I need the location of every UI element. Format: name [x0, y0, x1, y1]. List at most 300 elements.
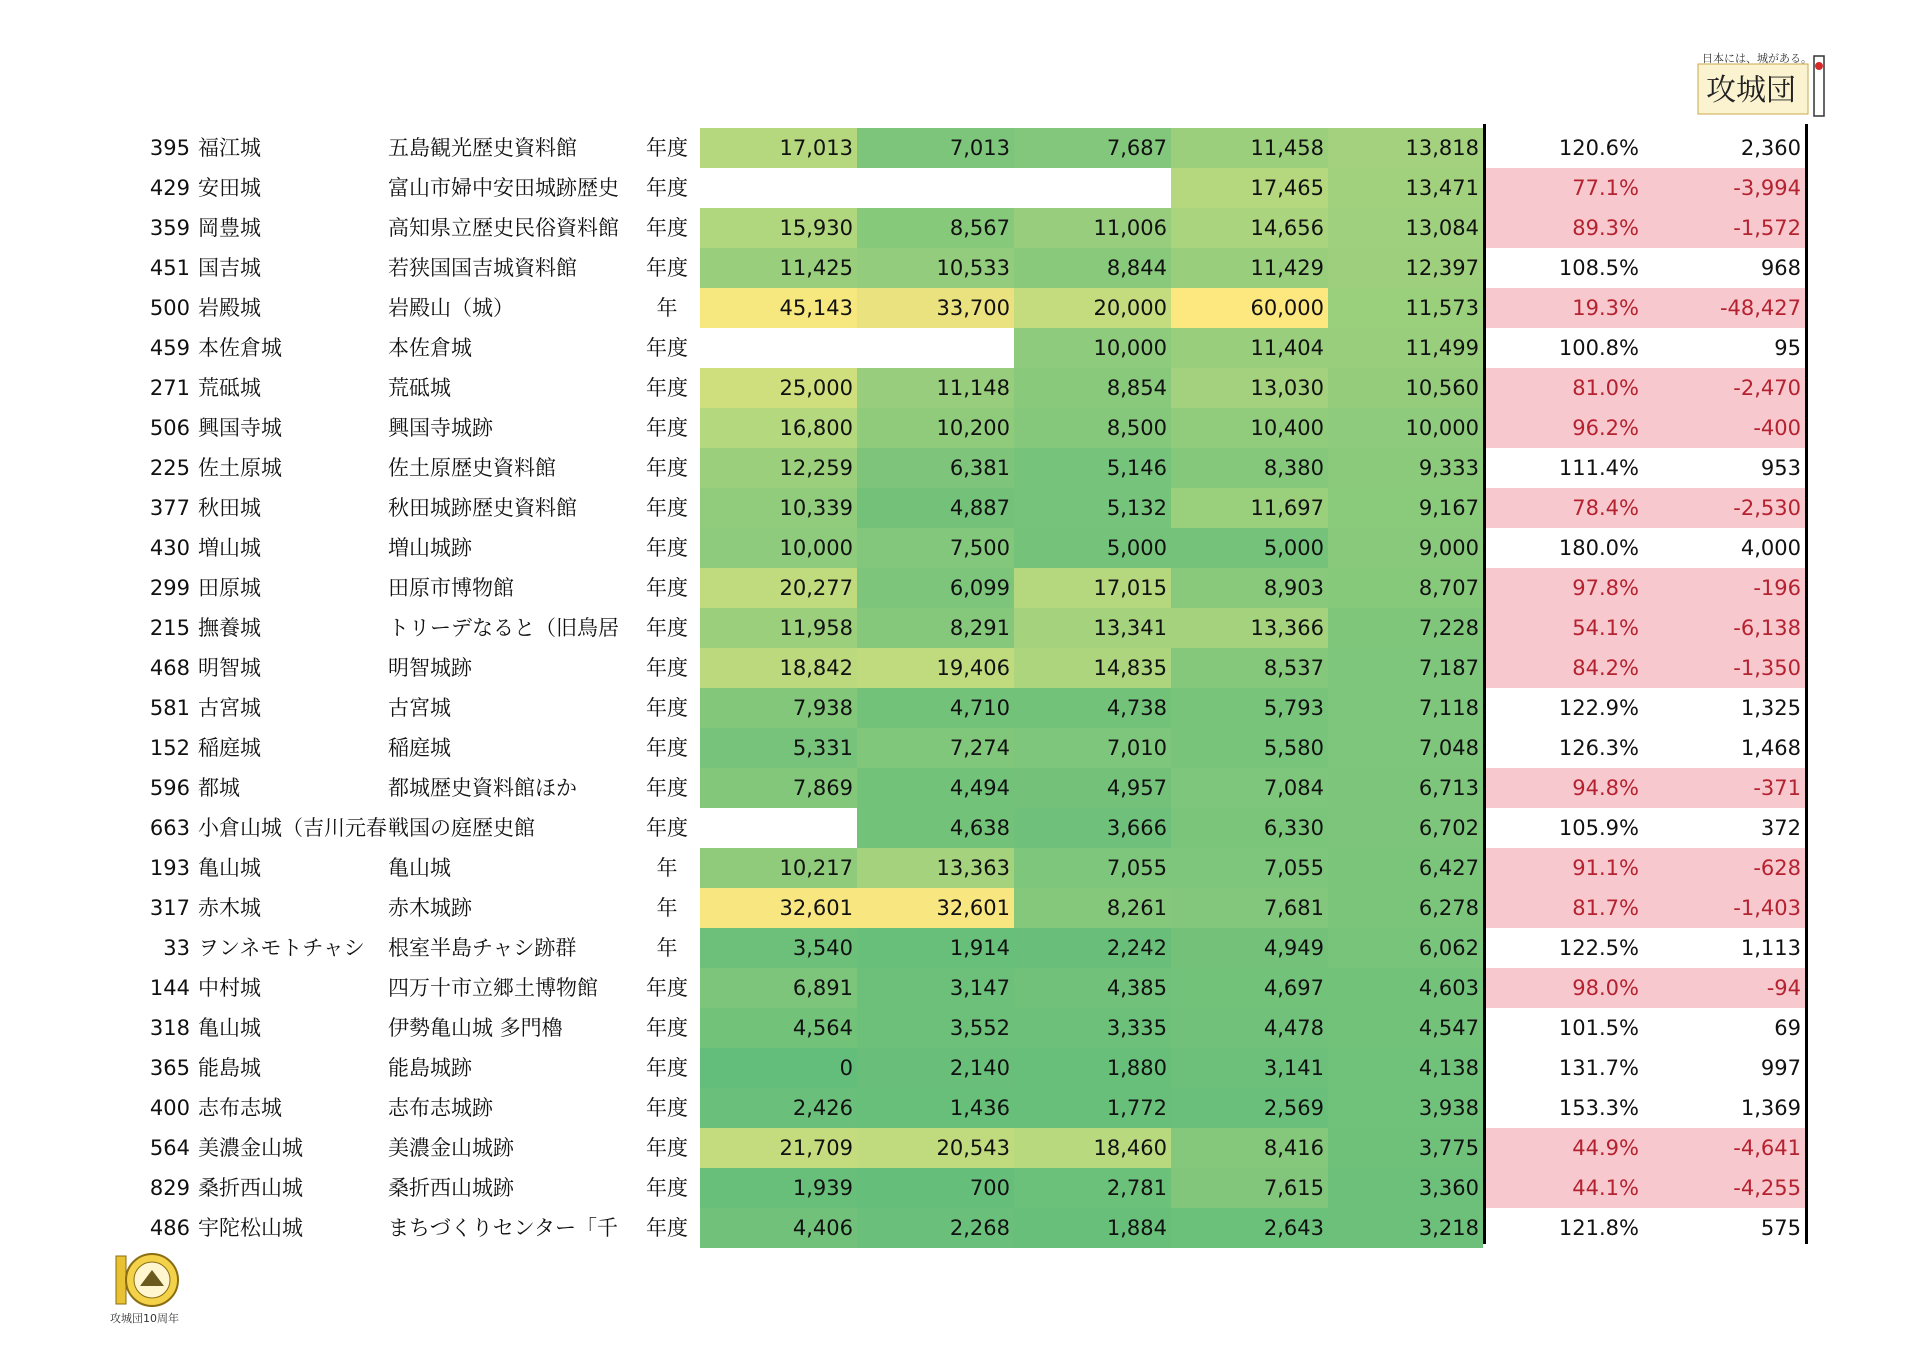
visitor-difference: -4,641 — [1653, 1128, 1805, 1168]
visitors-year-1: 12,259 — [700, 448, 857, 488]
visitors-year-5: 13,818 — [1328, 128, 1483, 168]
period-unit: 年度 — [646, 816, 688, 840]
castle-brand-icon — [1680, 50, 1828, 124]
table-row — [0, 888, 1920, 928]
visitors-year-5: 13,084 — [1328, 208, 1483, 248]
column-divider-right — [1805, 124, 1808, 1244]
table-row — [0, 408, 1920, 448]
period-unit: 年度 — [646, 976, 688, 1000]
visitors-year-2: 1,914 — [857, 928, 1014, 968]
visitors-year-4: 14,656 — [1171, 208, 1328, 248]
visitors-year-3: 13,341 — [1014, 608, 1171, 648]
visitors-year-5: 4,547 — [1328, 1008, 1483, 1048]
visitors-year-2: 3,147 — [857, 968, 1014, 1008]
visitors-year-3: 4,738 — [1014, 688, 1171, 728]
castle-name: 小倉山城（吉川元春 — [198, 816, 387, 840]
visitors-year-3: 11,006 — [1014, 208, 1171, 248]
visitors-year-2 — [857, 168, 1014, 208]
row-number: 152 — [149, 736, 190, 760]
table-row — [0, 768, 1920, 808]
period-unit: 年度 — [646, 216, 688, 240]
visitors-year-3: 10,000 — [1014, 328, 1171, 368]
visitors-year-2: 1,436 — [857, 1088, 1014, 1128]
visitors-year-1: 17,013 — [700, 128, 857, 168]
castle-name: 興国寺城 — [198, 416, 282, 440]
visitors-year-1: 11,425 — [700, 248, 857, 288]
visitors-year-3: 4,957 — [1014, 768, 1171, 808]
table-row — [0, 1168, 1920, 1208]
table-row — [0, 688, 1920, 728]
visitors-year-2: 4,710 — [857, 688, 1014, 728]
facility-name: 稲庭城 — [388, 736, 451, 760]
castle-name: 岡豊城 — [198, 216, 261, 240]
visitor-difference: -196 — [1653, 568, 1805, 608]
visitors-year-1: 4,406 — [700, 1208, 857, 1248]
visitors-year-3: 2,781 — [1014, 1168, 1171, 1208]
visitors-year-4: 5,000 — [1171, 528, 1328, 568]
table-row — [0, 328, 1920, 368]
period-unit: 年度 — [646, 1216, 688, 1240]
visitor-difference: 4,000 — [1740, 536, 1801, 560]
castle-name: 宇陀松山城 — [198, 1216, 303, 1240]
visitors-year-1: 11,958 — [700, 608, 857, 648]
castle-name: 福江城 — [198, 136, 261, 160]
visitor-difference: 1,468 — [1740, 736, 1801, 760]
period-unit: 年度 — [646, 416, 688, 440]
castle-name: 秋田城 — [198, 496, 261, 520]
period-unit: 年度 — [646, 536, 688, 560]
facility-name: 志布志城跡 — [388, 1096, 493, 1120]
growth-rate: 122.5% — [1558, 936, 1639, 960]
visitors-year-1: 32,601 — [700, 888, 857, 928]
row-number: 299 — [149, 576, 190, 600]
visitors-year-3: 2,242 — [1014, 928, 1171, 968]
castle-name: 志布志城 — [198, 1096, 282, 1120]
visitor-difference: 997 — [1760, 1056, 1801, 1080]
castle-name: 古宮城 — [198, 696, 261, 720]
row-number: 225 — [149, 456, 190, 480]
row-number: 430 — [149, 536, 190, 560]
visitors-year-1: 10,000 — [700, 528, 857, 568]
facility-name: 本佐倉城 — [388, 336, 472, 360]
visitors-year-5: 4,138 — [1328, 1048, 1483, 1088]
visitors-year-5: 9,000 — [1328, 528, 1483, 568]
period-unit: 年度 — [646, 1056, 688, 1080]
column-divider-left — [1483, 124, 1486, 1244]
visitors-year-3: 14,835 — [1014, 648, 1171, 688]
period-unit: 年度 — [646, 1016, 688, 1040]
growth-rate: 126.3% — [1558, 736, 1639, 760]
facility-name: 古宮城 — [388, 696, 451, 720]
logo-brand-text: 攻城団 — [1706, 73, 1796, 108]
visitors-year-5: 3,218 — [1328, 1208, 1483, 1248]
visitors-year-2: 6,099 — [857, 568, 1014, 608]
visitors-year-4: 7,681 — [1171, 888, 1328, 928]
visitor-difference: -3,994 — [1653, 168, 1805, 208]
visitors-year-1: 18,842 — [700, 648, 857, 688]
period-unit: 年度 — [646, 176, 688, 200]
visitors-year-2: 19,406 — [857, 648, 1014, 688]
visitors-year-5: 12,397 — [1328, 248, 1483, 288]
castle-name: 荒砥城 — [198, 376, 261, 400]
visitors-year-4: 11,697 — [1171, 488, 1328, 528]
row-number: 193 — [149, 856, 190, 880]
growth-rate: 131.7% — [1558, 1056, 1639, 1080]
castle-name: 本佐倉城 — [198, 336, 282, 360]
visitors-year-1 — [700, 808, 857, 848]
table-row — [0, 648, 1920, 688]
row-number: 829 — [149, 1176, 190, 1200]
growth-rate: 44.9% — [1486, 1128, 1653, 1168]
period-unit: 年 — [656, 856, 678, 880]
row-number: 451 — [149, 256, 190, 280]
facility-name: 赤木城跡 — [388, 896, 472, 920]
visitors-year-2 — [857, 328, 1014, 368]
visitors-year-5: 3,938 — [1328, 1088, 1483, 1128]
castle-name: 桑折西山城 — [198, 1176, 303, 1200]
period-unit: 年度 — [646, 736, 688, 760]
growth-rate: 96.2% — [1486, 408, 1653, 448]
visitors-year-5: 11,573 — [1328, 288, 1483, 328]
visitors-year-4: 4,697 — [1171, 968, 1328, 1008]
visitors-year-4: 13,030 — [1171, 368, 1328, 408]
visitors-year-3: 4,385 — [1014, 968, 1171, 1008]
visitors-year-3: 8,500 — [1014, 408, 1171, 448]
visitors-year-4: 11,458 — [1171, 128, 1328, 168]
row-number: 564 — [149, 1136, 190, 1160]
facility-name: 増山城跡 — [388, 536, 472, 560]
visitors-year-2: 6,381 — [857, 448, 1014, 488]
visitors-year-5: 7,118 — [1328, 688, 1483, 728]
visitors-year-1: 25,000 — [700, 368, 857, 408]
growth-rate: 100.8% — [1558, 336, 1639, 360]
period-unit: 年度 — [646, 136, 688, 160]
row-number: 365 — [149, 1056, 190, 1080]
visitors-year-5: 7,048 — [1328, 728, 1483, 768]
growth-rate: 77.1% — [1486, 168, 1653, 208]
growth-rate: 105.9% — [1558, 816, 1639, 840]
facility-name: 荒砥城 — [388, 376, 451, 400]
castle-name: 田原城 — [198, 576, 261, 600]
castle-name: 増山城 — [198, 536, 261, 560]
visitors-year-3: 8,261 — [1014, 888, 1171, 928]
visitors-year-3 — [1014, 168, 1171, 208]
period-unit: 年 — [656, 296, 678, 320]
visitors-year-3: 5,146 — [1014, 448, 1171, 488]
visitors-year-2: 3,552 — [857, 1008, 1014, 1048]
visitors-year-4: 2,643 — [1171, 1208, 1328, 1248]
anniversary-text: 攻城団10周年 — [110, 1312, 179, 1325]
visitors-year-2: 4,887 — [857, 488, 1014, 528]
visitors-year-2: 32,601 — [857, 888, 1014, 928]
visitors-year-1: 5,331 — [700, 728, 857, 768]
period-unit: 年 — [656, 936, 678, 960]
table-row — [0, 1008, 1920, 1048]
visitor-difference: -48,427 — [1653, 288, 1805, 328]
visitor-difference: 1,369 — [1740, 1096, 1801, 1120]
growth-rate: 94.8% — [1486, 768, 1653, 808]
visitor-difference: -1,350 — [1653, 648, 1805, 688]
facility-name: 五島観光歴史資料館 — [388, 136, 577, 160]
visitors-year-4: 8,380 — [1171, 448, 1328, 488]
facility-name: 伊勢亀山城 多門櫓 — [388, 1016, 563, 1040]
growth-rate: 91.1% — [1486, 848, 1653, 888]
visitors-year-1: 10,339 — [700, 488, 857, 528]
visitors-year-2: 4,638 — [857, 808, 1014, 848]
period-unit: 年度 — [646, 376, 688, 400]
row-number: 400 — [149, 1096, 190, 1120]
visitors-year-1 — [700, 168, 857, 208]
period-unit: 年度 — [646, 336, 688, 360]
visitors-year-4: 17,465 — [1171, 168, 1328, 208]
growth-rate: 84.2% — [1486, 648, 1653, 688]
row-number: 663 — [149, 816, 190, 840]
visitors-year-1: 6,891 — [700, 968, 857, 1008]
facility-name: 根室半島チャシ跡群 — [388, 936, 577, 960]
facility-name: 佐土原歴史資料館 — [388, 456, 556, 480]
visitors-year-3: 3,666 — [1014, 808, 1171, 848]
castle-name: 国吉城 — [198, 256, 261, 280]
visitors-year-4: 7,615 — [1171, 1168, 1328, 1208]
facility-name: 戦国の庭歴史館 — [388, 816, 535, 840]
table-row — [0, 1048, 1920, 1088]
visitor-difference: 69 — [1774, 1016, 1801, 1040]
visitor-difference: -628 — [1653, 848, 1805, 888]
visitor-difference: 1,113 — [1740, 936, 1801, 960]
visitors-year-4: 8,537 — [1171, 648, 1328, 688]
visitors-year-4: 11,404 — [1171, 328, 1328, 368]
castle-name: 美濃金山城 — [198, 1136, 303, 1160]
period-unit: 年度 — [646, 696, 688, 720]
period-unit: 年度 — [646, 1096, 688, 1120]
logo-tagline: 日本には、城がある。 — [1702, 53, 1812, 65]
visitors-year-5: 6,702 — [1328, 808, 1483, 848]
castle-name: 佐土原城 — [198, 456, 282, 480]
visitors-year-1: 10,217 — [700, 848, 857, 888]
table-row — [0, 848, 1920, 888]
visitor-difference: -94 — [1653, 968, 1805, 1008]
facility-name: 美濃金山城跡 — [388, 1136, 514, 1160]
visitors-year-4: 4,478 — [1171, 1008, 1328, 1048]
growth-rate: 44.1% — [1486, 1168, 1653, 1208]
table-row — [0, 728, 1920, 768]
visitors-year-5: 7,187 — [1328, 648, 1483, 688]
visitors-year-1: 1,939 — [700, 1168, 857, 1208]
visitors-year-1: 20,277 — [700, 568, 857, 608]
growth-rate: 81.0% — [1486, 368, 1653, 408]
period-unit: 年 — [656, 896, 678, 920]
facility-name: 秋田城跡歴史資料館 — [388, 496, 577, 520]
visitors-year-4: 11,429 — [1171, 248, 1328, 288]
row-number: 318 — [149, 1016, 190, 1040]
visitors-year-3: 3,335 — [1014, 1008, 1171, 1048]
visitors-year-5: 11,499 — [1328, 328, 1483, 368]
period-unit: 年度 — [646, 656, 688, 680]
table-row — [0, 208, 1920, 248]
visitors-year-2: 11,148 — [857, 368, 1014, 408]
period-unit: 年度 — [646, 1176, 688, 1200]
row-number: 395 — [149, 136, 190, 160]
growth-rate: 121.8% — [1558, 1216, 1639, 1240]
visitors-year-3: 1,884 — [1014, 1208, 1171, 1248]
facility-name: 都城歴史資料館ほか — [388, 776, 577, 800]
row-number: 271 — [149, 376, 190, 400]
table-row — [0, 168, 1920, 208]
visitors-year-1: 21,709 — [700, 1128, 857, 1168]
castle-name: 岩殿城 — [198, 296, 261, 320]
table-row — [0, 448, 1920, 488]
facility-name: 明智城跡 — [388, 656, 472, 680]
visitor-difference: -1,572 — [1653, 208, 1805, 248]
visitor-difference: -1,403 — [1653, 888, 1805, 928]
visitors-year-4: 8,416 — [1171, 1128, 1328, 1168]
table-row — [0, 1208, 1920, 1248]
table-row — [0, 608, 1920, 648]
visitors-year-1: 7,938 — [700, 688, 857, 728]
visitors-year-5: 3,360 — [1328, 1168, 1483, 1208]
growth-rate: 120.6% — [1558, 136, 1639, 160]
visitors-year-2: 7,274 — [857, 728, 1014, 768]
facility-name: 四万十市立郷土博物館 — [388, 976, 598, 1000]
growth-rate: 54.1% — [1486, 608, 1653, 648]
visitors-year-4: 2,569 — [1171, 1088, 1328, 1128]
row-number: 506 — [149, 416, 190, 440]
castle-name: 安田城 — [198, 176, 261, 200]
period-unit: 年度 — [646, 496, 688, 520]
visitors-year-4: 5,580 — [1171, 728, 1328, 768]
visitors-year-2: 10,200 — [857, 408, 1014, 448]
visitors-year-1: 16,800 — [700, 408, 857, 448]
period-unit: 年度 — [646, 456, 688, 480]
visitors-year-3: 1,772 — [1014, 1088, 1171, 1128]
visitor-difference: 953 — [1760, 456, 1801, 480]
table-row — [0, 128, 1920, 168]
visitors-year-5: 10,000 — [1328, 408, 1483, 448]
row-number: 459 — [149, 336, 190, 360]
visitors-year-3: 8,844 — [1014, 248, 1171, 288]
facility-name: まちづくりセンター「千 — [388, 1216, 618, 1240]
castle-name: 亀山城 — [198, 856, 261, 880]
visitors-year-5: 7,228 — [1328, 608, 1483, 648]
castle-name: 赤木城 — [198, 896, 261, 920]
visitors-year-4: 60,000 — [1171, 288, 1328, 328]
visitors-year-3: 7,055 — [1014, 848, 1171, 888]
castle-name: 中村城 — [198, 976, 261, 1000]
visitors-year-4: 7,055 — [1171, 848, 1328, 888]
visitors-year-2: 700 — [857, 1168, 1014, 1208]
visitors-year-2: 7,500 — [857, 528, 1014, 568]
row-number: 596 — [149, 776, 190, 800]
facility-name: 岩殿山（城） — [388, 296, 514, 320]
row-number: 144 — [149, 976, 190, 1000]
visitors-year-3: 1,880 — [1014, 1048, 1171, 1088]
facility-name: 亀山城 — [388, 856, 451, 880]
facility-name: 能島城跡 — [388, 1056, 472, 1080]
facility-name: 高知県立歴史民俗資料館 — [388, 216, 619, 240]
visitors-year-5: 8,707 — [1328, 568, 1483, 608]
growth-rate: 153.3% — [1558, 1096, 1639, 1120]
visitors-year-3: 20,000 — [1014, 288, 1171, 328]
facility-name: 興国寺城跡 — [388, 416, 493, 440]
row-number: 581 — [149, 696, 190, 720]
table-row — [0, 368, 1920, 408]
row-number: 486 — [149, 1216, 190, 1240]
visitor-difference: 1,325 — [1740, 696, 1801, 720]
visitors-year-4: 5,793 — [1171, 688, 1328, 728]
visitors-year-4: 8,903 — [1171, 568, 1328, 608]
period-unit: 年度 — [646, 256, 688, 280]
castle-name: 能島城 — [198, 1056, 261, 1080]
visitor-difference: 95 — [1774, 336, 1801, 360]
table-row — [0, 808, 1920, 848]
visitors-year-5: 13,471 — [1328, 168, 1483, 208]
facility-name: トリーデなると（旧鳥居 — [388, 616, 619, 640]
row-number: 33 — [163, 936, 190, 960]
castle-name: ヲンネモトチャシ — [198, 936, 365, 960]
growth-rate: 97.8% — [1486, 568, 1653, 608]
table-row — [0, 1128, 1920, 1168]
facility-name: 桑折西山城跡 — [388, 1176, 514, 1200]
growth-rate: 81.7% — [1486, 888, 1653, 928]
growth-rate: 89.3% — [1486, 208, 1653, 248]
growth-rate: 101.5% — [1558, 1016, 1639, 1040]
row-number: 317 — [149, 896, 190, 920]
row-number: 429 — [149, 176, 190, 200]
visitor-difference: -400 — [1653, 408, 1805, 448]
period-unit: 年度 — [646, 616, 688, 640]
visitors-year-1: 3,540 — [700, 928, 857, 968]
visitor-difference: 2,360 — [1740, 136, 1801, 160]
visitor-difference: 968 — [1760, 256, 1801, 280]
visitors-year-1: 15,930 — [700, 208, 857, 248]
visitors-year-3: 7,010 — [1014, 728, 1171, 768]
visitors-year-4: 10,400 — [1171, 408, 1328, 448]
row-number: 377 — [149, 496, 190, 520]
row-number: 215 — [149, 616, 190, 640]
visitors-year-5: 6,278 — [1328, 888, 1483, 928]
visitors-year-2: 7,013 — [857, 128, 1014, 168]
visitor-difference: 372 — [1760, 816, 1801, 840]
visitor-difference: -371 — [1653, 768, 1805, 808]
visitors-year-5: 10,560 — [1328, 368, 1483, 408]
growth-rate: 111.4% — [1558, 456, 1639, 480]
table-row — [0, 928, 1920, 968]
visitors-year-2: 4,494 — [857, 768, 1014, 808]
visitors-year-4: 6,330 — [1171, 808, 1328, 848]
facility-name: 若狭国国吉城資料館 — [388, 256, 577, 280]
anniversary-logo — [110, 1250, 192, 1324]
table-row — [0, 968, 1920, 1008]
period-unit: 年度 — [646, 776, 688, 800]
visitors-year-4: 7,084 — [1171, 768, 1328, 808]
castle-name: 亀山城 — [198, 1016, 261, 1040]
growth-rate: 98.0% — [1486, 968, 1653, 1008]
visitors-year-3: 17,015 — [1014, 568, 1171, 608]
visitors-year-2: 20,543 — [857, 1128, 1014, 1168]
castle-name: 稲庭城 — [198, 736, 261, 760]
castle-name: 明智城 — [198, 656, 261, 680]
visitors-year-2: 2,268 — [857, 1208, 1014, 1248]
visitors-year-1 — [700, 328, 857, 368]
row-number: 468 — [149, 656, 190, 680]
visitors-year-5: 6,062 — [1328, 928, 1483, 968]
visitors-year-1: 45,143 — [700, 288, 857, 328]
visitors-year-5: 6,427 — [1328, 848, 1483, 888]
visitor-difference: -4,255 — [1653, 1168, 1805, 1208]
table-row — [0, 568, 1920, 608]
growth-rate: 19.3% — [1486, 288, 1653, 328]
visitors-year-5: 9,167 — [1328, 488, 1483, 528]
